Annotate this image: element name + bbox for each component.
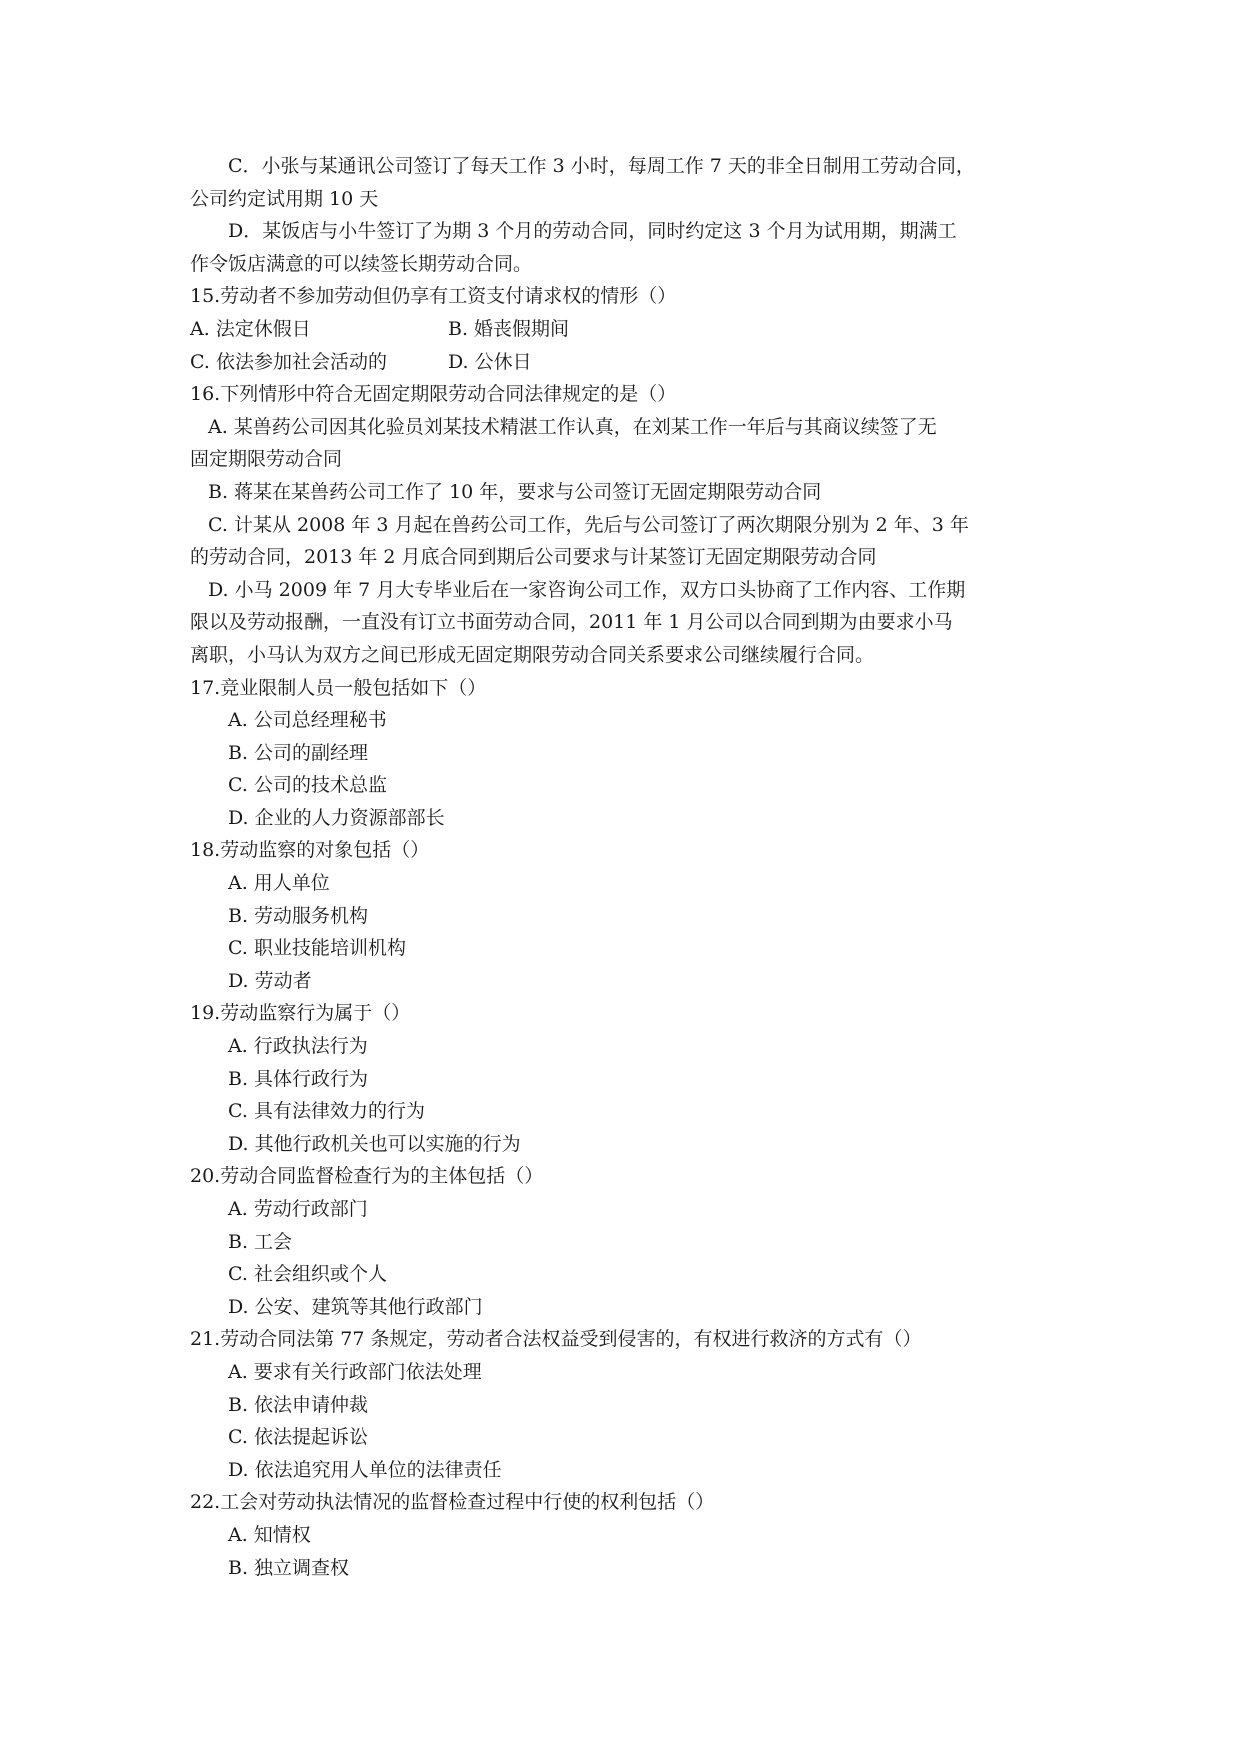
option-b-line: B. 蒋某在某兽药公司工作了 10 年，要求与公司签订无固定期限劳动合同 — [208, 480, 822, 503]
question-stem: 20.劳动合同监督检查行为的主体包括（） — [190, 1165, 544, 1188]
option-b: B. 婚丧假期间 — [448, 317, 570, 340]
option-d: D. 劳动者 — [228, 969, 312, 992]
option-c-line: 公司约定试用期 10 天 — [190, 187, 379, 210]
option-a: A. 劳动行政部门 — [228, 1198, 368, 1220]
option-d: D. 依法追究用人单位的法律责任 — [228, 1458, 502, 1481]
option-c-line: C. 计某从 2008 年 3 月起在兽药公司工作，先后与公司签订了两次期限分别为 2 年、3 年 — [208, 513, 969, 536]
question-20 — [190, 1160, 1070, 1323]
question-17 — [190, 672, 1070, 835]
option-b: B. 公司的副经理 — [228, 741, 369, 764]
question-stem: 15.劳动者不参加劳动但仍享有工资支付请求权的情形（） — [190, 285, 677, 308]
question-stem: 22.工会对劳动执法情况的监督检查过程中行使的权利包括（） — [190, 1491, 715, 1514]
option-b: B. 独立调查权 — [228, 1556, 350, 1579]
option-d: D. 其他行政机关也可以实施的行为 — [228, 1132, 521, 1155]
option-c-line: C．小张与某通讯公司签订了每天工作 3 小时，每周工作 7 天的非全日制用工劳动合同， — [228, 155, 975, 177]
option-a: A. 知情权 — [228, 1523, 311, 1546]
option-a-line: A. 某兽药公司因其化验员刘某技术精湛工作认真，在刘某工作一年后与其商议续签了无 — [208, 415, 937, 438]
option-a-line: 固定期限劳动合同 — [190, 448, 343, 471]
option-d-line: 限以及劳动报酬，一直没有订立书面劳动合同，2011 年 1 月公司以合同到期为由要求小马 — [190, 611, 953, 634]
option-a: A. 要求有关行政部门依法处理 — [228, 1360, 482, 1383]
question-16 — [190, 378, 1070, 671]
option-c: C. 公司的技术总监 — [228, 774, 387, 797]
question-stem: 21.劳动合同法第 77 条规定，劳动者合法权益受到侵害的，有权进行救济的方式有（） — [190, 1328, 922, 1351]
option-b: B. 工会 — [228, 1230, 293, 1253]
option-c: C. 社会组织或个人 — [228, 1263, 387, 1286]
question-18 — [190, 834, 1070, 997]
option-a: A. 公司总经理秘书 — [228, 709, 387, 732]
question-stem: 18.劳动监察的对象包括（） — [190, 839, 430, 862]
option-c: C. 职业技能培训机构 — [228, 937, 406, 960]
question-22 — [190, 1486, 1070, 1584]
question-14-tail — [190, 150, 1070, 280]
document-page — [190, 150, 1070, 1584]
question-19 — [190, 997, 1070, 1160]
question-stem: 16.下列情形中符合无固定期限劳动合同法律规定的是（） — [190, 383, 677, 406]
option-d: D. 公休日 — [448, 350, 532, 373]
option-d-line: D．某饭店与小牛签订了为期 3 个月的劳动合同，同时约定这 3 个月为试用期，期满工 — [228, 220, 957, 243]
question-stem: 19.劳动监察行为属于（） — [190, 1002, 411, 1025]
option-b: B. 依法申请仲裁 — [228, 1393, 369, 1416]
option-c-line: 的劳动合同，2013 年 2 月底合同到期后公司要求与计某签订无固定期限劳动合同 — [190, 546, 877, 569]
option-d-line: D. 小马 2009 年 7 月大专毕业后在一家咨询公司工作，双方口头协商了工作内容、工作期 — [208, 578, 966, 601]
option-b: B. 劳动服务机构 — [228, 904, 369, 927]
option-c: C. 具有法律效力的行为 — [228, 1100, 425, 1123]
option-row — [190, 313, 1070, 346]
question-stem: 17.竞业限制人员一般包括如下（） — [190, 676, 487, 699]
option-c: C. 依法提起诉讼 — [228, 1426, 368, 1449]
option-d: D. 公安、建筑等其他行政部门 — [228, 1295, 483, 1318]
option-a: A. 行政执法行为 — [228, 1035, 368, 1058]
option-c: C. 依法参加社会活动的 — [190, 350, 387, 373]
question-21 — [190, 1323, 1070, 1486]
option-a: A. 用人单位 — [228, 872, 330, 895]
option-d-line: 作令饭店满意的可以续签长期劳动合同。 — [190, 252, 533, 275]
option-row — [190, 346, 1070, 379]
option-a: A. 法定休假日 — [190, 317, 311, 340]
option-b: B. 具体行政行为 — [228, 1067, 369, 1090]
option-d-line: 离职，小马认为双方之间已形成无固定期限劳动合同关系要求公司继续履行合同。 — [190, 643, 875, 666]
option-d: D. 企业的人力资源部部长 — [228, 806, 445, 829]
question-15 — [190, 280, 1070, 378]
